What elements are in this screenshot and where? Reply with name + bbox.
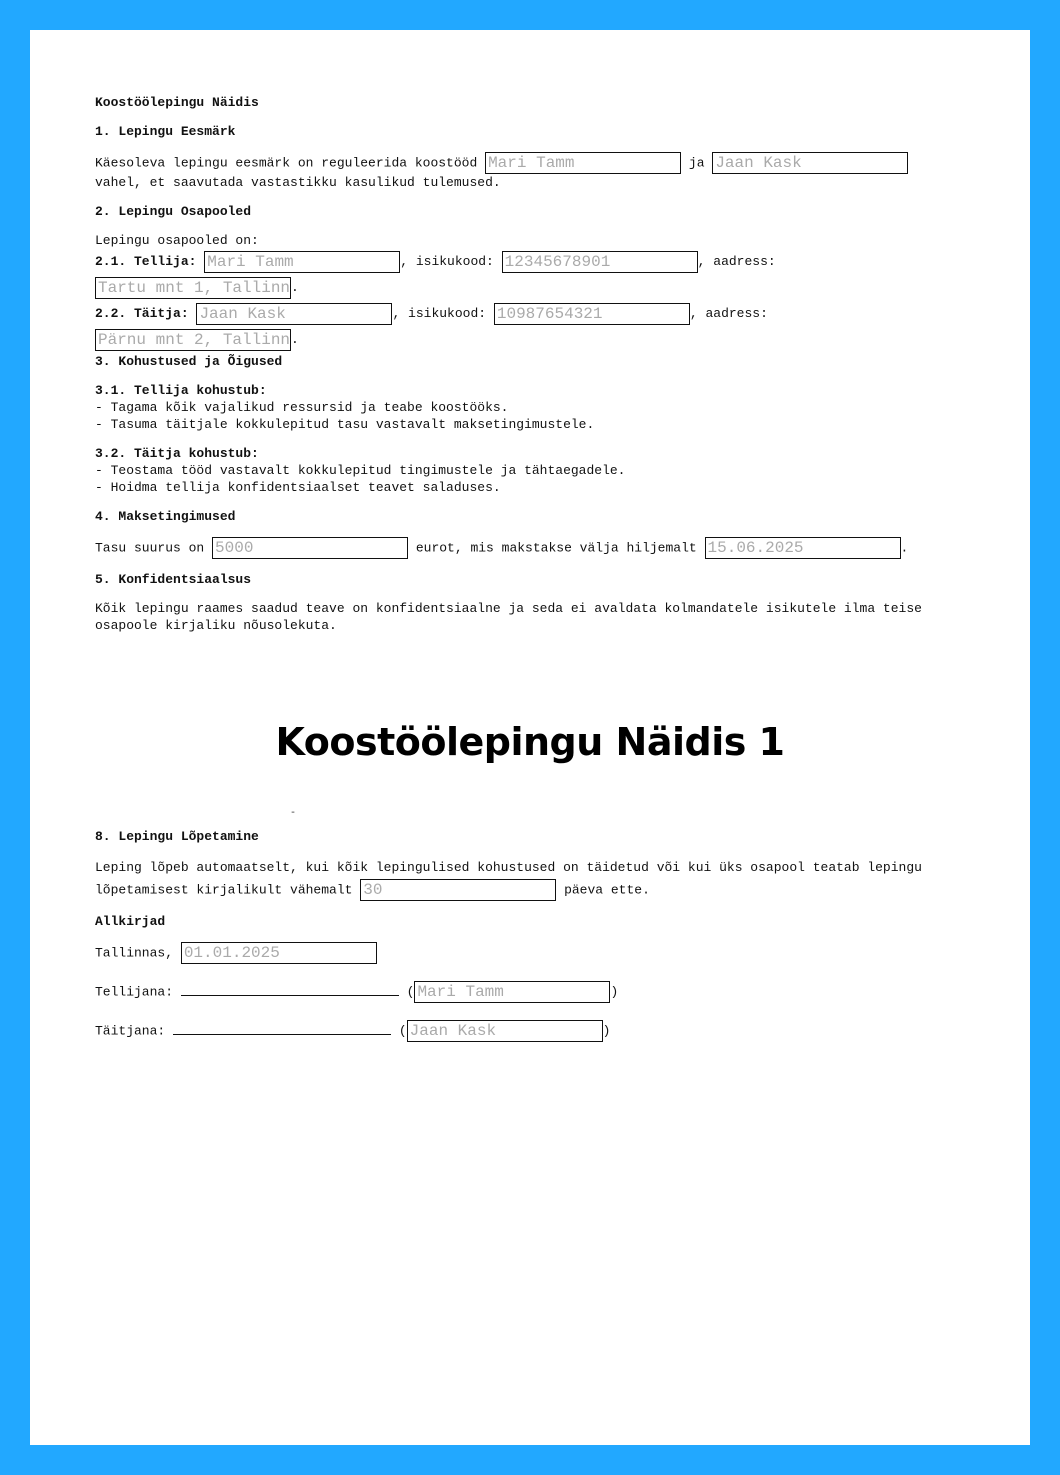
section-8-heading: 8. Lepingu Lõpetamine	[95, 829, 259, 844]
contractor-address-label: , aadress:	[689, 306, 768, 321]
contractor-row-dot: .	[291, 332, 299, 347]
contractor-name-field[interactable]: Jaan Kask	[196, 303, 392, 325]
payment-amount-field[interactable]: 5000	[212, 537, 408, 559]
section-2-intro: Lepingu osapooled on:	[95, 233, 259, 248]
section-1-heading: 1. Lepingu Eesmärk	[95, 124, 236, 139]
payment-text-middle: eurot, mis makstakse välja hiljemalt	[415, 540, 697, 556]
section-2-heading: 2. Lepingu Osapooled	[95, 204, 252, 219]
list-item: - Tagama kõik vajalikud ressursid ja teabe koostööks.	[95, 400, 509, 415]
section-5-text: Kõik lepingu raames saadud teave on konfidentsiaalne ja seda ei avaldata kolmandatele isikutele ilma teise osapoole kirjaliku nõusolekuta.	[95, 601, 922, 633]
client-id-label: , isikukood:	[400, 254, 494, 269]
client-label: 2.1. Tellija:	[95, 254, 197, 269]
payment-text-start: Tasu suurus on	[95, 540, 205, 556]
client-duties-heading: 3.1. Tellija kohustub:	[95, 383, 267, 398]
close-paren: )	[610, 984, 619, 1000]
client-id-field[interactable]: 12345678901	[502, 251, 698, 273]
notice-days-field[interactable]: 30	[360, 879, 556, 901]
section-1-text	[95, 152, 965, 191]
signatures-heading: Allkirjad	[95, 914, 166, 930]
client-signature-line[interactable]	[181, 985, 399, 996]
section-1-text-end: vahel, et saavutada vastastikku kasulikud tulemused.	[95, 175, 501, 190]
contractor-signature-name-field[interactable]: Jaan Kask	[407, 1020, 603, 1042]
banner-heading: Koostöölepingu Näidis 1	[275, 720, 785, 764]
contractor-signature-label: Täitjana:	[95, 1023, 166, 1039]
signing-date-field[interactable]: 01.01.2025	[181, 942, 377, 964]
stray-mark: -	[290, 808, 297, 819]
contractor-address-field[interactable]: Pärnu mnt 2, Tallinn	[95, 329, 291, 351]
client-name-field[interactable]: Mari Tamm	[204, 251, 400, 273]
contract-content	[95, 94, 965, 646]
list-item: - Tasuma täitjale kokkulepitud tasu vastavalt maksetingimustele.	[95, 417, 595, 432]
document-page	[30, 30, 1030, 1445]
open-paren: (	[398, 1023, 407, 1039]
client-row-dot: .	[291, 280, 299, 295]
list-item: - Hoidma tellija konfidentsiaalset teavet saladuses.	[95, 480, 501, 495]
client-address-field[interactable]: Tartu mnt 1, Tallinn	[95, 277, 291, 299]
contractor-row	[95, 301, 965, 353]
section-3-heading: 3. Kohustused ja Õigused	[95, 354, 283, 369]
section-4-text	[95, 537, 965, 559]
section-8-text	[95, 857, 965, 901]
signing-place: Tallinnas,	[95, 945, 174, 961]
client-row	[95, 249, 965, 301]
payment-date-field[interactable]: 15.06.2025	[705, 537, 901, 559]
close-paren: )	[602, 1023, 611, 1039]
list-item: - Teostama tööd vastavalt kokkulepitud tingimustele ja tähtaegadele.	[95, 463, 626, 478]
termination-text: Leping lõpeb automaatselt, kui kõik lepingulised kohustused on täidetud või kui üks osapool teatab lepingu lõpetamisest kirjalikult vähemalt	[95, 860, 922, 898]
client-signature-row	[95, 981, 965, 1003]
contractor-signature-row	[95, 1020, 965, 1042]
contractor-duties	[95, 445, 965, 496]
payment-text-end: .	[900, 540, 909, 556]
signing-place-row	[95, 942, 965, 964]
contractor-signature-line[interactable]	[173, 1024, 391, 1035]
open-paren: (	[406, 984, 415, 1000]
section-1-conjunction: ja	[688, 155, 705, 171]
client-signature-name-field[interactable]: Mari Tamm	[414, 981, 610, 1003]
section-5-heading: 5. Konfidentsiaalsus	[95, 572, 252, 587]
contractor-id-label: , isikukood:	[392, 306, 487, 321]
contractor-id-field[interactable]: 10987654321	[494, 303, 690, 325]
contractor-duties-heading: 3.2. Täitja kohustub:	[95, 446, 259, 461]
termination-text-end: päeva ette.	[564, 882, 650, 898]
contract-lower-content	[95, 828, 965, 1054]
party-b-name-field[interactable]: Jaan Kask	[712, 152, 908, 174]
document-title: Koostöölepingu Näidis	[95, 95, 259, 110]
section-4-heading: 4. Maksetingimused	[95, 509, 236, 524]
party-a-name-field[interactable]: Mari Tamm	[485, 152, 681, 174]
client-address-label: , aadress:	[697, 254, 776, 269]
section-1-text-part: Käesoleva lepingu eesmärk on reguleerida koostööd	[95, 155, 478, 171]
client-duties	[95, 382, 965, 433]
client-signature-label: Tellijana:	[95, 984, 174, 1000]
contractor-label: 2.2. Täitja:	[95, 306, 189, 321]
